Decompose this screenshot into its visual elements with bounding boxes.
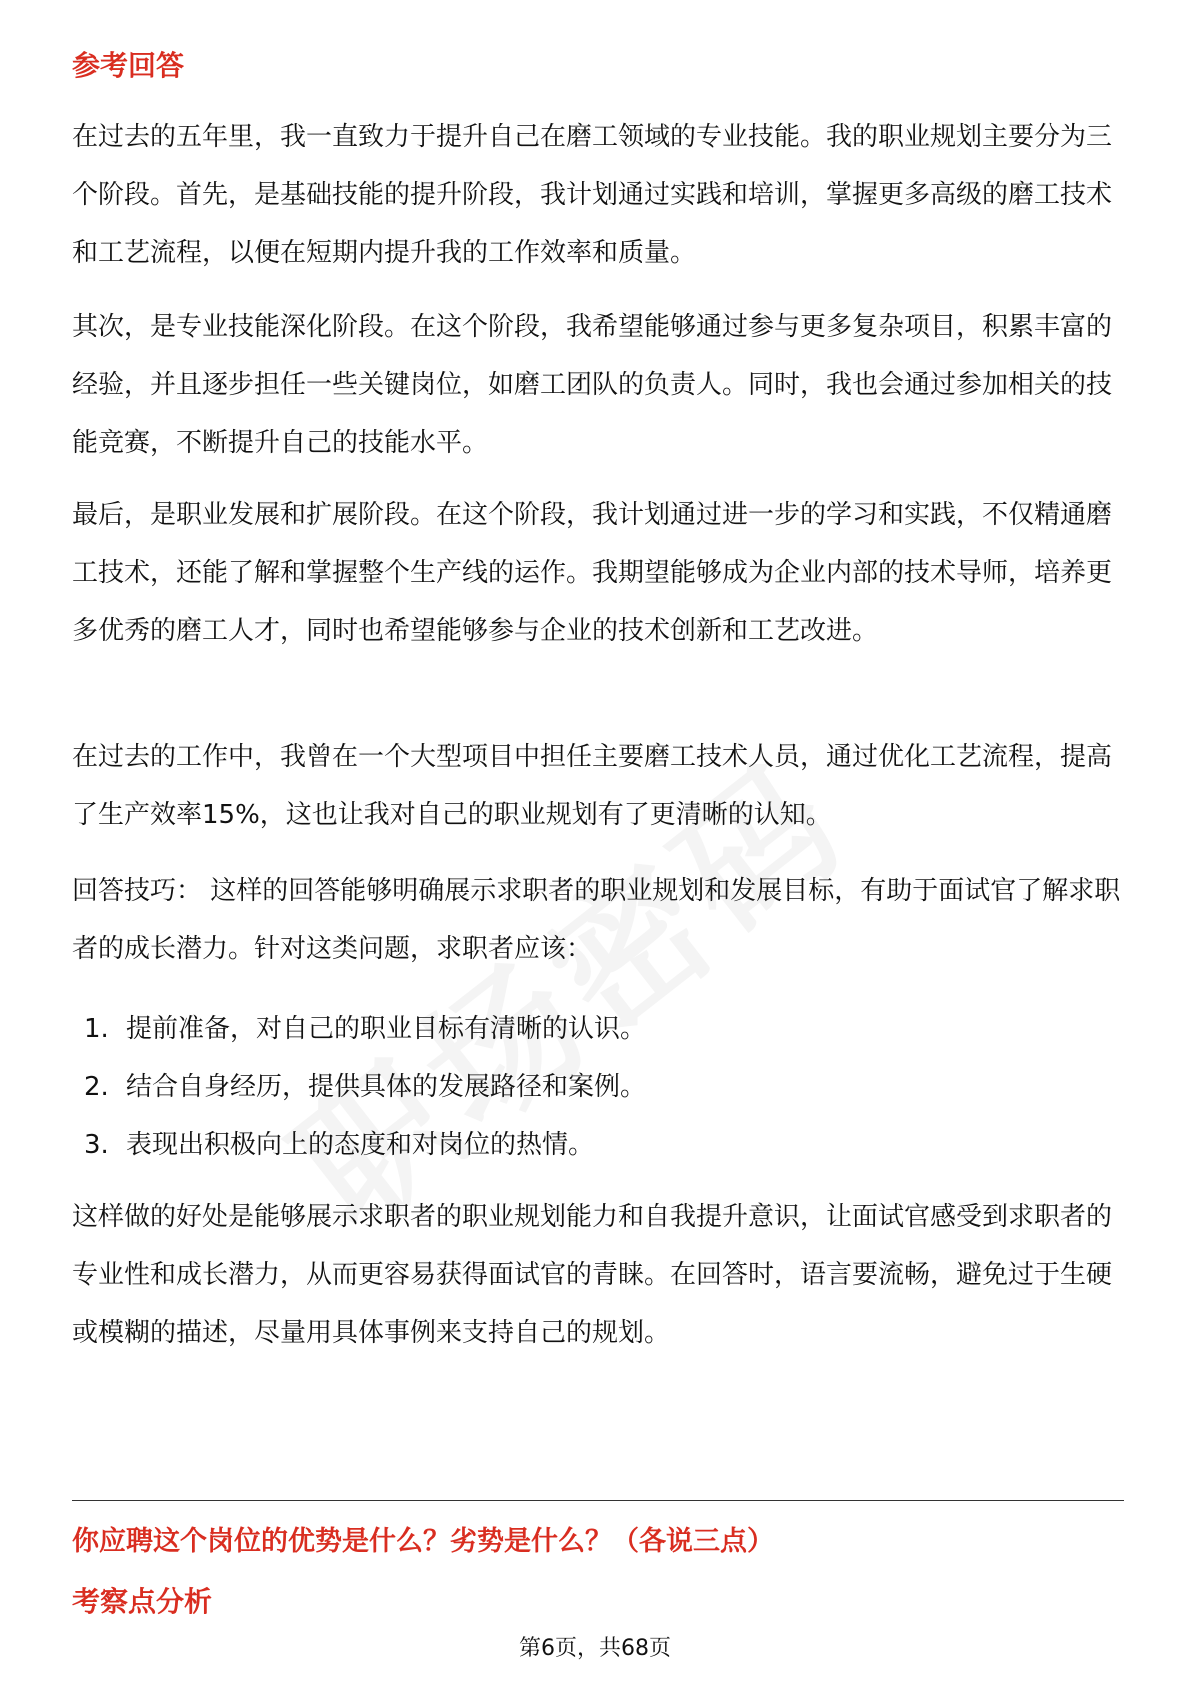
- analysis-heading: 考察点分析: [72, 1585, 213, 1618]
- tips-list: [84, 1000, 1114, 1174]
- answer-heading: 参考回答: [72, 49, 185, 82]
- paragraph-1: 在过去的五年里，我一直致力于提升自己在磨工领域的专业技能。我的职业规划主要分为三个阶段。首先，是基础技能的提升阶段，我计划通过实践和培训，掌握更多高级的磨工技术和工艺流程，以便在短期内提升我的工作效率和质量。: [72, 122, 1113, 268]
- next-question-heading: 你应聘这个岗位的优势是什么？劣势是什么？（各说三点）: [72, 1526, 774, 1557]
- section-divider: [72, 1500, 1124, 1501]
- page-number: 第6页，共68页: [519, 1636, 671, 1661]
- list-item-text: 结合自身经历，提供具体的发展路径和案例。: [126, 1072, 647, 1102]
- paragraph-4: 在过去的工作中，我曾在一个大型项目中担任主要磨工技术人员，通过优化工艺流程，提高了生产效率15%，这也让我对自己的职业规划有了更清晰的认知。: [72, 742, 1113, 830]
- paragraph-3: 最后，是职业发展和扩展阶段。在这个阶段，我计划通过进一步的学习和实践，不仅精通磨工技术，还能了解和掌握整个生产线的运作。我期望能够成为企业内部的技术导师，培养更多优秀的磨工人才，同时也希望能够参与企业的技术创新和工艺改进。: [72, 500, 1113, 646]
- list-item: [84, 1000, 1114, 1058]
- list-item-number: 1.: [84, 1014, 109, 1044]
- tip-paragraph: [72, 862, 1122, 978]
- tip-text: 这样的回答能够明确展示求职者的职业规划和发展目标，有助于面试官了解求职者的成长潜力。针对这类问题，求职者应该：: [72, 876, 1121, 964]
- list-item: [84, 1116, 1114, 1174]
- tip-label: 回答技巧：: [72, 876, 203, 906]
- list-item-number: 3.: [84, 1130, 109, 1160]
- list-item-text: 表现出积极向上的态度和对岗位的热情。: [126, 1130, 595, 1160]
- list-item: [84, 1058, 1114, 1116]
- paragraph-2: 其次，是专业技能深化阶段。在这个阶段，我希望能够通过参与更多复杂项目，积累丰富的经验，并且逐步担任一些关键岗位，如磨工团队的负责人。同时，我也会通过参加相关的技能竞赛，不断提升自己的技能水平。: [72, 312, 1113, 458]
- list-item-text: 提前准备，对自己的职业目标有清晰的认识。: [126, 1014, 647, 1044]
- list-item-number: 2.: [84, 1072, 109, 1102]
- closing-paragraph: 这样做的好处是能够展示求职者的职业规划能力和自我提升意识，让面试官感受到求职者的专业性和成长潜力，从而更容易获得面试官的青睐。在回答时，语言要流畅，避免过于生硬或模糊的描述，尽量用具体事例来支持自己的规划。: [72, 1202, 1113, 1348]
